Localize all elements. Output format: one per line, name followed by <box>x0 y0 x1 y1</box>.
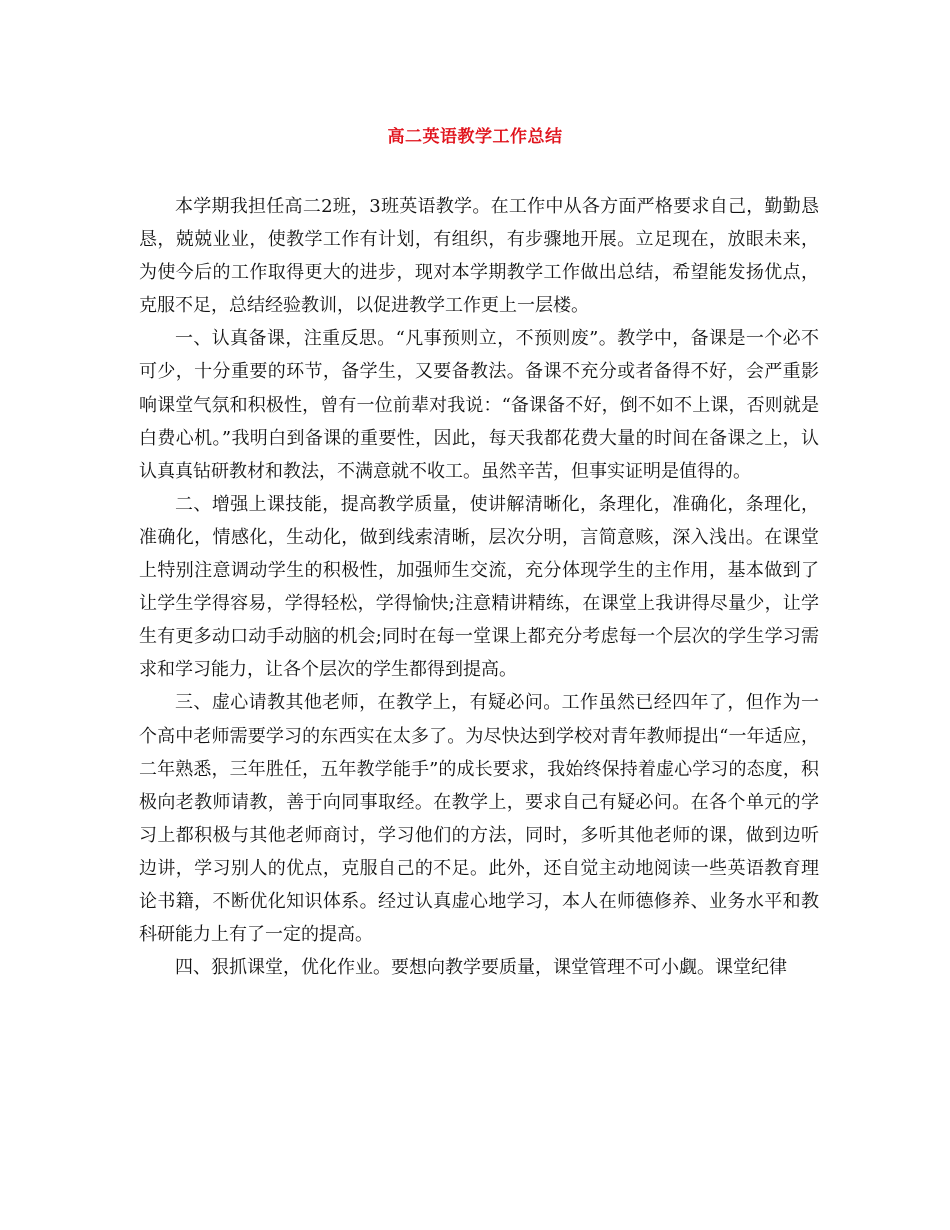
document-title: 高二英语教学工作总结 <box>387 127 563 147</box>
paragraph-section-2: 二、增强上课技能，提高教学质量，使讲解清晰化，条理化，准确化，条理化，准确化，情感化，生动化，做到线索清晰，层次分明，言简意赅，深入浅出。在课堂上特别注意调动学生的积极性，加强师生交流，充分体现学生的主作用，基本做到了让学生学得容易，学得轻松，学得愉快;注意精讲精练，在课堂上我讲得尽量少，让学生有更多动口动手动脑的机会;同时在每一堂课上都充分考虑每一个层次的学生学习需求和学习能力，让各个层次的学生都得到提高。 <box>139 493 819 681</box>
paragraph-section-1: 一、认真备课，注重反思。“凡事预则立，不预则废”。教学中，备课是一个必不可少，十分重要的环节，备学生，又要备教法。备课不充分或者备得不好，会严重影响课堂气氛和积极性，曾有一位前辈对我说：“备课备不好，倒不如不上课，否则就是白费心机。”我明白到备课的重要性，因此，每天我都花费大量的时间在备课之上，认认真真钻研教材和教法，不满意就不收工。虽然辛苦，但事实证明是值得的。 <box>139 328 819 482</box>
paragraph-intro: 本学期我担任高二2班，3班英语教学。在工作中从各方面严格要求自己，勤勤恳恳，兢兢业业，使教学工作有计划，有组织，有步骤地开展。立足现在，放眼未来，为使今后的工作取得更大的进步，现对本学期教学工作做出总结，希望能发扬优点，克服不足，总结经验教训，以促进教学工作更上一层楼。 <box>139 196 819 317</box>
document-body <box>139 190 819 984</box>
paragraph-section-4: 四、狠抓课堂，优化作业。要想向教学要质量，课堂管理不可小觑。课堂纪律 <box>175 957 787 979</box>
paragraph-section-3: 三、虚心请教其他老师，在教学上，有疑必问。工作虽然已经四年了，但作为一个高中老师需要学习的东西实在太多了。为尽快达到学校对青年教师提出“一年适应，二年熟悉，三年胜任，五年教学能手”的成长要求，我始终保持着虚心学习的态度，积极向老教师请教，善于向同事取经。在教学上，要求自己有疑必问。在各个单元的学习上都积极与其他老师商讨，学习他们的方法，同时，多听其他老师的课，做到边听边讲，学习别人的优点，克服自己的不足。此外，还自觉主动地阅读一些英语教育理论书籍，不断优化知识体系。经过认真虚心地学习，本人在师德修养、业务水平和教科研能力上有了一定的提高。 <box>139 692 819 946</box>
